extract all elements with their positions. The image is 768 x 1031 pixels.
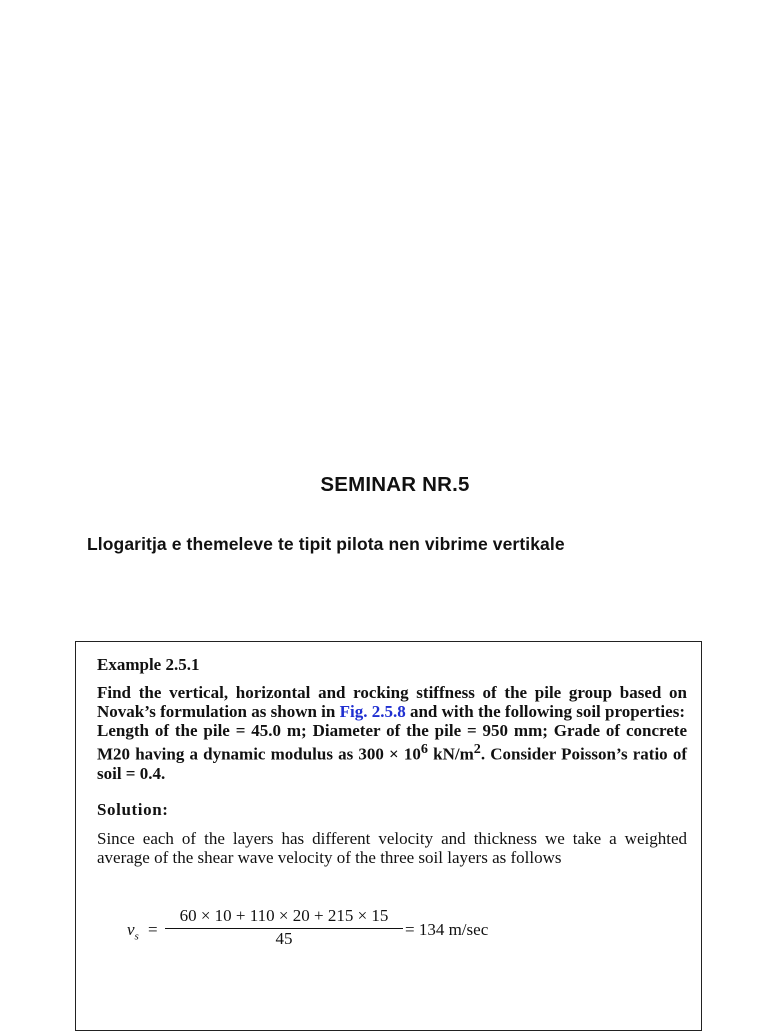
exponent-2: 2	[473, 741, 481, 757]
formula-subscript: s	[134, 930, 139, 943]
formula-equals: =	[148, 920, 158, 939]
formula-lhs	[127, 920, 139, 942]
solution-text: Since each of the layers has different velocity and thickness we take a weighted average of the shear wave velocity of the three soil layers as follows	[97, 828, 687, 867]
problem-paragraph-1	[97, 683, 687, 721]
formula-result: = 134 m/sec	[405, 920, 489, 939]
formula-numerator: 60 × 10 + 110 × 20 + 215 × 15	[179, 906, 389, 925]
example-box	[75, 641, 702, 1031]
page-title: SEMINAR NR.5	[320, 473, 470, 496]
example-heading: Example 2.5.1	[97, 655, 200, 674]
exponent-6: 6	[420, 741, 428, 757]
velocity-formula	[97, 906, 697, 956]
problem-text-start: Find the vertical, horizontal and rocking stiffness of the pile group based on Novak’s formulation as shown in	[97, 683, 687, 721]
unit-text: kN/m	[427, 744, 474, 764]
problem-paragraph-2	[97, 721, 687, 783]
page-subtitle: Llogaritja e themeleve te tipit pilota nen vibrime vertikale	[87, 534, 565, 554]
problem-text-end: and with the following soil properties:	[405, 702, 685, 721]
solution-heading: Solution:	[97, 799, 169, 819]
poisson-text: . Consider Poisson’s ratio of soil = 0.4.	[97, 744, 687, 783]
formula-denominator: 45	[275, 929, 293, 948]
pile-properties-text: Length of the pile = 45.0 m; Diameter of the pile = 950 mm; Grade of concrete M20 having a dynamic modulus as 300 × 10	[97, 721, 687, 764]
formula-symbol: v	[127, 920, 135, 939]
example-content	[97, 655, 687, 867]
problem-statement	[97, 683, 687, 783]
figure-link[interactable]: Fig. 2.5.8	[339, 702, 406, 721]
